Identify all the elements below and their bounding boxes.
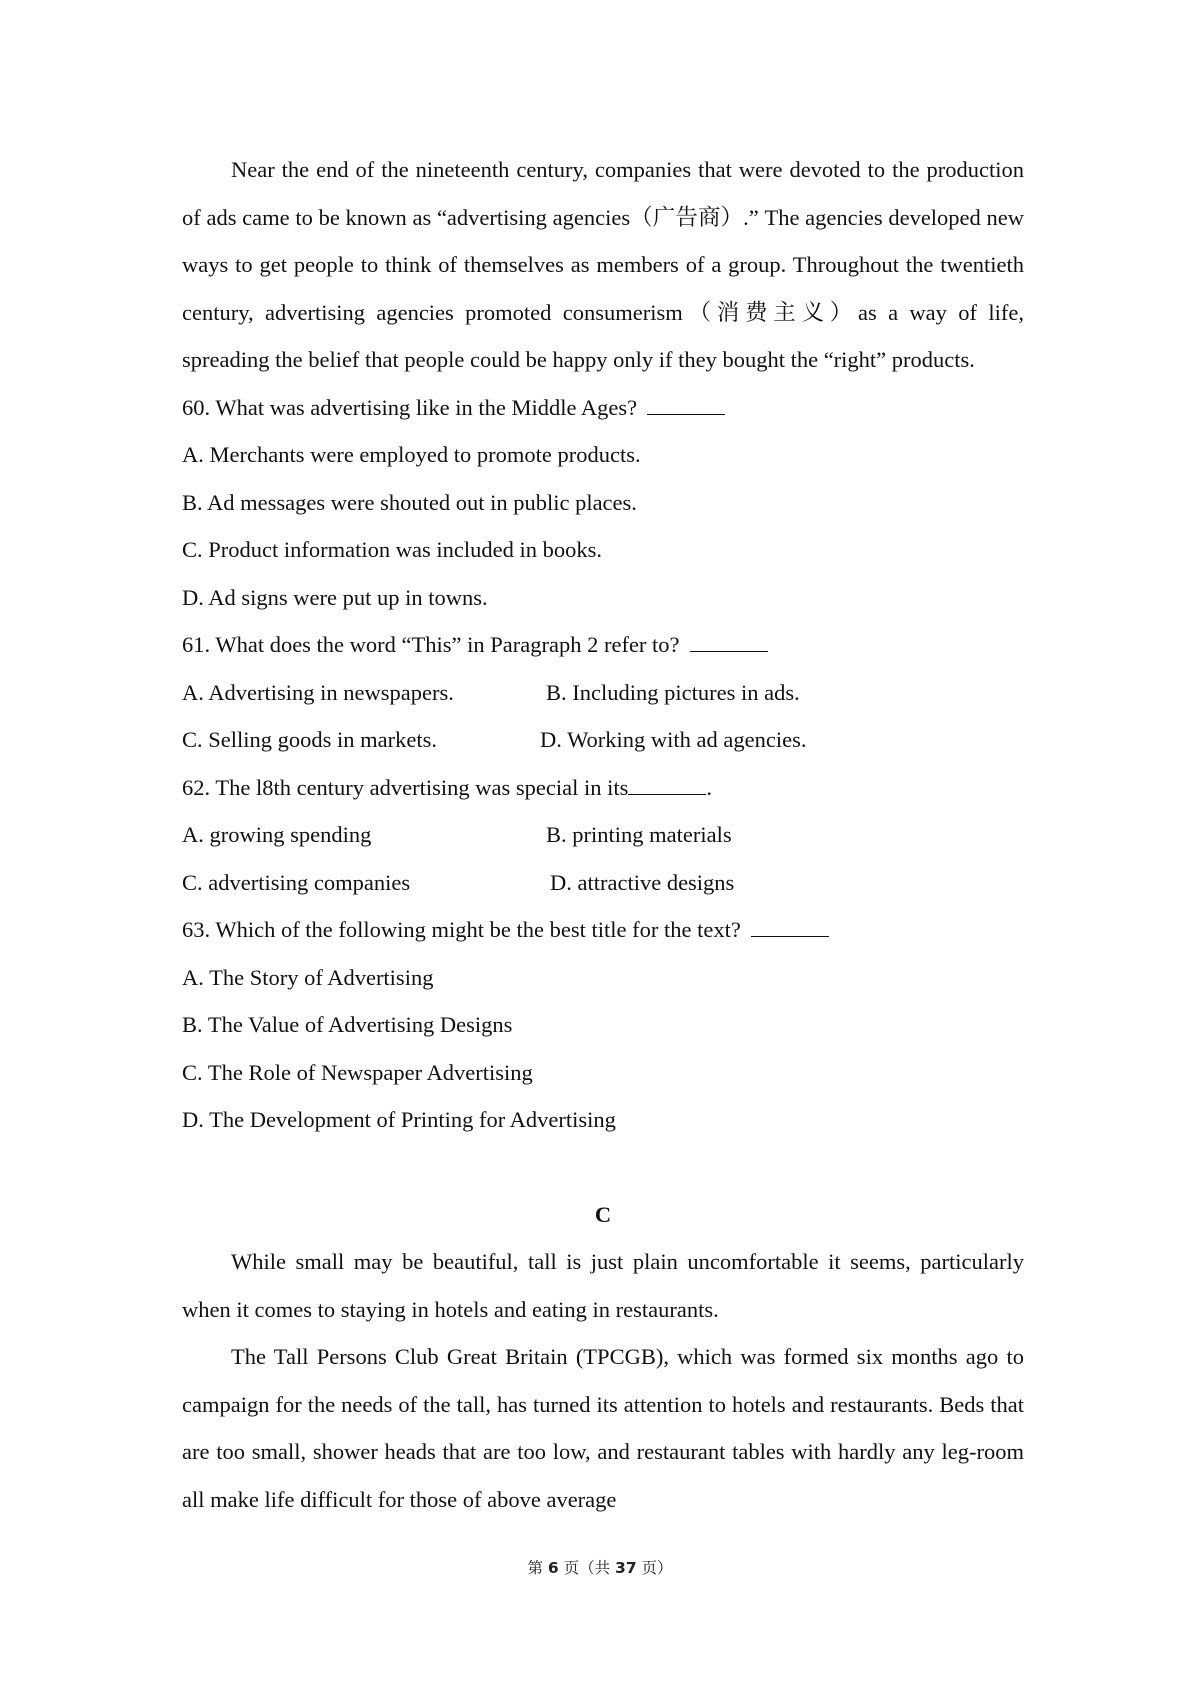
answer-blank[interactable]: [690, 650, 768, 652]
question-60: [182, 384, 1024, 622]
option-c: C. Selling goods in markets.: [182, 727, 437, 752]
question-stem: 60. What was advertising like in the Middle Ages?: [182, 384, 1024, 432]
option-a: A. Merchants were employed to promote products.: [182, 442, 641, 467]
option-b: B. Ad messages were shouted out in public places.: [182, 489, 637, 515]
option-d: D. Working with ad agencies.: [540, 727, 807, 752]
question-63: [182, 906, 1024, 1144]
options-row: [182, 716, 1024, 764]
question-stem: 63. Which of the following might be the best title for the text?: [182, 906, 1024, 954]
option-c: C. The Role of Newspaper Advertising: [182, 1059, 533, 1085]
option-a: A. growing spending: [182, 822, 372, 847]
page-content: [182, 146, 1024, 1523]
question-stem: 62. The l8th century advertising was special in its .: [182, 774, 712, 800]
option-b: B. printing materials: [546, 822, 732, 847]
option-a: A. The Story of Advertising: [182, 964, 434, 990]
option-a: A. Advertising in newspapers.: [182, 679, 454, 705]
section-heading: C: [594, 1201, 612, 1227]
passage-paragraph: Near the end of the nineteenth century, companies that were devoted to the production of ads came to be known as “advertising agencies（广告商）.” The agencies developed new ways to get people to think of themselves as members of a group. Throughout the twentieth century, advertising agencies promoted consumerism（消费主义）as a way of life, spreading the belief that people could be happy only if they bought the “right” products.: [182, 157, 1024, 372]
options-row: [182, 669, 1024, 717]
option-b: B. The Value of Advertising Designs: [182, 1012, 513, 1037]
answer-blank[interactable]: [647, 413, 725, 415]
options-row: [182, 811, 1024, 859]
option-d: D. attractive designs: [550, 869, 735, 895]
option-b: B. Including pictures in ads.: [546, 679, 800, 705]
answer-blank[interactable]: [628, 793, 706, 795]
page-number: 6: [547, 1559, 559, 1577]
passage-paragraph: The Tall Persons Club Great Britain (TPCGB), which was formed six months ago to campaign for the needs of the tall, has turned its attention to hotels and restaurants. Beds that are too small, shower heads that are too low, and restaurant tables with hardly any leg-room all make life difficult for those of above average: [182, 1344, 1024, 1512]
question-62: [182, 764, 1024, 907]
page-footer: 第 6 页（共 37 页）: [527, 1559, 673, 1577]
page-total: 37: [615, 1559, 637, 1577]
passage-paragraph: While small may be beautiful, tall is just plain uncomfortable it seems, particularly when it comes to staying in hotels and eating in restaurants.: [182, 1249, 1024, 1322]
option-c: C. Product information was included in books.: [182, 537, 602, 562]
question-stem: 61. What does the word “This” in Paragraph 2 refer to?: [182, 621, 1024, 669]
options-row: [182, 859, 1024, 907]
question-61: [182, 621, 1024, 764]
answer-blank[interactable]: [751, 935, 829, 937]
option-d: D. The Development of Printing for Advertising: [182, 1107, 616, 1132]
option-d: D. Ad signs were put up in towns.: [182, 584, 488, 610]
option-c: C. advertising companies: [182, 869, 411, 895]
